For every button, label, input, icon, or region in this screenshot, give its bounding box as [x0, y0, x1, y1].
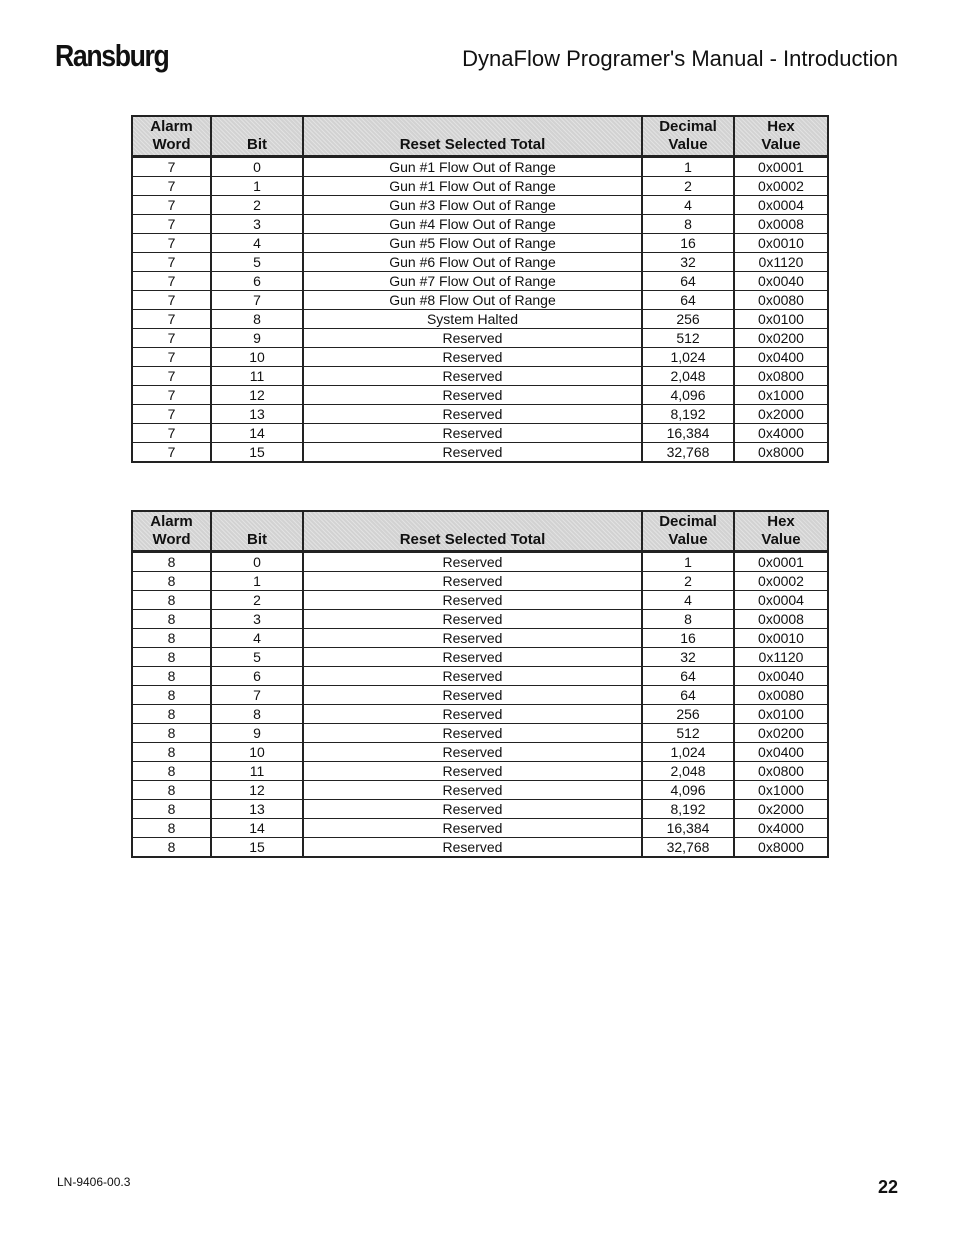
- cell-alarm-word: 8: [132, 552, 211, 572]
- cell-decimal-value: 16,384: [642, 424, 734, 443]
- alarm-word-7-table: [131, 115, 829, 463]
- cell-decimal-value: 2,048: [642, 367, 734, 386]
- cell-hex-value: 0x4000: [734, 424, 828, 443]
- header-line: Word: [152, 136, 191, 153]
- cell-hex-value: 0x0008: [734, 215, 828, 234]
- cell-bit: 7: [211, 291, 303, 310]
- table-row: [132, 648, 828, 667]
- cell-hex-value: 0x0800: [734, 762, 828, 781]
- cell-description: Reserved: [303, 386, 642, 405]
- cell-decimal-value: 16,384: [642, 819, 734, 838]
- cell-hex-value: 0x1120: [734, 253, 828, 272]
- document-number: LN-9406-00.3: [57, 1175, 131, 1189]
- cell-alarm-word: 7: [132, 443, 211, 463]
- cell-alarm-word: 7: [132, 329, 211, 348]
- cell-alarm-word: 7: [132, 348, 211, 367]
- cell-decimal-value: 1,024: [642, 743, 734, 762]
- cell-hex-value: 0x0080: [734, 291, 828, 310]
- cell-alarm-word: 8: [132, 629, 211, 648]
- cell-bit: 3: [211, 215, 303, 234]
- header-line: Decimal: [659, 118, 717, 135]
- cell-alarm-word: 8: [132, 667, 211, 686]
- cell-bit: 7: [211, 686, 303, 705]
- cell-alarm-word: 7: [132, 405, 211, 424]
- column-header-hex-value: [734, 116, 828, 157]
- cell-hex-value: 0x0100: [734, 310, 828, 329]
- column-header-decimal-value: [642, 511, 734, 552]
- cell-bit: 2: [211, 196, 303, 215]
- cell-decimal-value: 16: [642, 234, 734, 253]
- cell-alarm-word: 8: [132, 705, 211, 724]
- table-row: [132, 629, 828, 648]
- cell-decimal-value: 32,768: [642, 443, 734, 463]
- cell-decimal-value: 64: [642, 667, 734, 686]
- cell-bit: 14: [211, 819, 303, 838]
- header-line: Value: [761, 136, 801, 153]
- cell-description: Reserved: [303, 629, 642, 648]
- cell-description: Reserved: [303, 648, 642, 667]
- cell-bit: 8: [211, 705, 303, 724]
- table-row: [132, 743, 828, 762]
- cell-hex-value: 0x0800: [734, 367, 828, 386]
- table-row: [132, 234, 828, 253]
- table-row: [132, 610, 828, 629]
- cell-hex-value: 0x2000: [734, 405, 828, 424]
- cell-hex-value: 0x0400: [734, 743, 828, 762]
- cell-bit: 9: [211, 329, 303, 348]
- table-row: [132, 781, 828, 800]
- cell-decimal-value: 2: [642, 572, 734, 591]
- cell-decimal-value: 4: [642, 196, 734, 215]
- cell-hex-value: 0x1000: [734, 781, 828, 800]
- cell-hex-value: 0x0002: [734, 572, 828, 591]
- cell-bit: 3: [211, 610, 303, 629]
- cell-bit: 14: [211, 424, 303, 443]
- column-header-decimal-value: [642, 116, 734, 157]
- table-row: [132, 253, 828, 272]
- header-line: Hex: [767, 118, 795, 135]
- cell-bit: 12: [211, 386, 303, 405]
- cell-bit: 5: [211, 648, 303, 667]
- cell-description: Reserved: [303, 743, 642, 762]
- table-body: [132, 552, 828, 858]
- cell-description: Gun #1 Flow Out of Range: [303, 157, 642, 177]
- cell-description: Reserved: [303, 572, 642, 591]
- table-row: [132, 272, 828, 291]
- cell-description: Reserved: [303, 819, 642, 838]
- cell-hex-value: 0x4000: [734, 819, 828, 838]
- cell-decimal-value: 8,192: [642, 800, 734, 819]
- cell-bit: 1: [211, 177, 303, 196]
- cell-description: Reserved: [303, 424, 642, 443]
- cell-hex-value: 0x0004: [734, 591, 828, 610]
- cell-alarm-word: 7: [132, 291, 211, 310]
- cell-decimal-value: 8: [642, 610, 734, 629]
- cell-alarm-word: 8: [132, 686, 211, 705]
- cell-description: Reserved: [303, 838, 642, 858]
- cell-decimal-value: 1,024: [642, 348, 734, 367]
- cell-description: Gun #8 Flow Out of Range: [303, 291, 642, 310]
- cell-description: Reserved: [303, 348, 642, 367]
- cell-description: Reserved: [303, 405, 642, 424]
- cell-description: Reserved: [303, 552, 642, 572]
- table-row: [132, 572, 828, 591]
- cell-decimal-value: 2: [642, 177, 734, 196]
- cell-description: Gun #1 Flow Out of Range: [303, 177, 642, 196]
- cell-description: Reserved: [303, 667, 642, 686]
- cell-description: Reserved: [303, 591, 642, 610]
- table-row: [132, 177, 828, 196]
- cell-decimal-value: 8: [642, 215, 734, 234]
- cell-bit: 6: [211, 272, 303, 291]
- table-row: [132, 405, 828, 424]
- cell-bit: 10: [211, 348, 303, 367]
- cell-decimal-value: 8,192: [642, 405, 734, 424]
- cell-bit: 1: [211, 572, 303, 591]
- cell-description: Reserved: [303, 781, 642, 800]
- cell-hex-value: 0x0008: [734, 610, 828, 629]
- cell-bit: 12: [211, 781, 303, 800]
- header-line: Word: [152, 531, 191, 548]
- cell-bit: 0: [211, 157, 303, 177]
- cell-decimal-value: 4: [642, 591, 734, 610]
- alarm-word-8-table: [131, 510, 829, 858]
- cell-decimal-value: 1: [642, 552, 734, 572]
- cell-decimal-value: 32: [642, 253, 734, 272]
- cell-decimal-value: 64: [642, 686, 734, 705]
- cell-bit: 9: [211, 724, 303, 743]
- table-row: [132, 667, 828, 686]
- table-row: [132, 424, 828, 443]
- cell-alarm-word: 8: [132, 572, 211, 591]
- cell-bit: 11: [211, 367, 303, 386]
- cell-alarm-word: 7: [132, 386, 211, 405]
- table-row: [132, 552, 828, 572]
- cell-decimal-value: 512: [642, 329, 734, 348]
- cell-description: Gun #3 Flow Out of Range: [303, 196, 642, 215]
- cell-alarm-word: 8: [132, 762, 211, 781]
- table-row: [132, 215, 828, 234]
- cell-hex-value: 0x0010: [734, 234, 828, 253]
- table-row: [132, 762, 828, 781]
- cell-bit: 6: [211, 667, 303, 686]
- header-line: Alarm: [150, 118, 193, 135]
- document-title: DynaFlow Programer's Manual - Introduction: [462, 46, 898, 71]
- column-header-bit: Bit: [211, 116, 303, 157]
- header-line: Decimal: [659, 513, 717, 530]
- cell-bit: 0: [211, 552, 303, 572]
- column-header-alarm-word: [132, 511, 211, 552]
- cell-alarm-word: 7: [132, 177, 211, 196]
- table-row: [132, 686, 828, 705]
- cell-bit: 4: [211, 629, 303, 648]
- column-header-bit: Bit: [211, 511, 303, 552]
- cell-hex-value: 0x8000: [734, 838, 828, 858]
- table-row: [132, 591, 828, 610]
- cell-alarm-word: 7: [132, 424, 211, 443]
- cell-hex-value: 0x0200: [734, 724, 828, 743]
- table-row: [132, 724, 828, 743]
- cell-hex-value: 0x0040: [734, 667, 828, 686]
- cell-bit: 11: [211, 762, 303, 781]
- cell-alarm-word: 8: [132, 838, 211, 858]
- cell-alarm-word: 7: [132, 253, 211, 272]
- table-header-row: [132, 511, 828, 552]
- cell-bit: 4: [211, 234, 303, 253]
- cell-hex-value: 0x0010: [734, 629, 828, 648]
- cell-decimal-value: 64: [642, 291, 734, 310]
- cell-alarm-word: 8: [132, 819, 211, 838]
- cell-decimal-value: 4,096: [642, 386, 734, 405]
- cell-description: Reserved: [303, 705, 642, 724]
- cell-hex-value: 0x0040: [734, 272, 828, 291]
- cell-alarm-word: 8: [132, 610, 211, 629]
- cell-bit: 2: [211, 591, 303, 610]
- cell-hex-value: 0x0001: [734, 552, 828, 572]
- cell-decimal-value: 32: [642, 648, 734, 667]
- cell-description: Gun #4 Flow Out of Range: [303, 215, 642, 234]
- table-row: [132, 310, 828, 329]
- cell-description: System Halted: [303, 310, 642, 329]
- cell-alarm-word: 8: [132, 800, 211, 819]
- cell-hex-value: 0x0400: [734, 348, 828, 367]
- cell-description: Gun #5 Flow Out of Range: [303, 234, 642, 253]
- table-row: [132, 291, 828, 310]
- cell-description: Reserved: [303, 686, 642, 705]
- cell-description: Reserved: [303, 329, 642, 348]
- cell-description: Gun #6 Flow Out of Range: [303, 253, 642, 272]
- cell-alarm-word: 7: [132, 310, 211, 329]
- cell-description: Reserved: [303, 724, 642, 743]
- cell-decimal-value: 16: [642, 629, 734, 648]
- cell-alarm-word: 8: [132, 591, 211, 610]
- table-row: [132, 367, 828, 386]
- cell-hex-value: 0x0200: [734, 329, 828, 348]
- cell-alarm-word: 7: [132, 272, 211, 291]
- cell-description: Reserved: [303, 800, 642, 819]
- cell-decimal-value: 1: [642, 157, 734, 177]
- column-header-description: Reset Selected Total: [303, 511, 642, 552]
- header-line: Value: [668, 136, 708, 153]
- cell-hex-value: 0x2000: [734, 800, 828, 819]
- cell-alarm-word: 8: [132, 781, 211, 800]
- cell-alarm-word: 8: [132, 724, 211, 743]
- cell-hex-value: 0x0002: [734, 177, 828, 196]
- cell-decimal-value: 4,096: [642, 781, 734, 800]
- header-line: Value: [668, 531, 708, 548]
- table-body: [132, 157, 828, 463]
- cell-alarm-word: 7: [132, 196, 211, 215]
- table-row: [132, 157, 828, 177]
- brand-logo: Ransburg: [55, 38, 169, 73]
- table-row: [132, 329, 828, 348]
- cell-decimal-value: 512: [642, 724, 734, 743]
- cell-bit: 13: [211, 405, 303, 424]
- table-row: [132, 819, 828, 838]
- column-header-hex-value: [734, 511, 828, 552]
- cell-bit: 10: [211, 743, 303, 762]
- cell-description: Reserved: [303, 610, 642, 629]
- cell-hex-value: 0x8000: [734, 443, 828, 463]
- cell-decimal-value: 64: [642, 272, 734, 291]
- cell-decimal-value: 32,768: [642, 838, 734, 858]
- table-row: [132, 800, 828, 819]
- page-number: 22: [877, 1177, 898, 1197]
- table-row: [132, 443, 828, 463]
- cell-description: Reserved: [303, 762, 642, 781]
- header-line: Hex: [767, 513, 795, 530]
- cell-decimal-value: 256: [642, 705, 734, 724]
- table-row: [132, 196, 828, 215]
- cell-bit: 15: [211, 838, 303, 858]
- cell-hex-value: 0x0004: [734, 196, 828, 215]
- cell-alarm-word: 7: [132, 157, 211, 177]
- table-header-row: [132, 116, 828, 157]
- cell-alarm-word: 8: [132, 648, 211, 667]
- header-line: Value: [761, 531, 801, 548]
- table-row: [132, 705, 828, 724]
- cell-bit: 5: [211, 253, 303, 272]
- column-header-alarm-word: [132, 116, 211, 157]
- cell-alarm-word: 7: [132, 215, 211, 234]
- cell-hex-value: 0x0001: [734, 157, 828, 177]
- cell-decimal-value: 256: [642, 310, 734, 329]
- cell-alarm-word: 7: [132, 367, 211, 386]
- cell-bit: 8: [211, 310, 303, 329]
- cell-hex-value: 0x1120: [734, 648, 828, 667]
- cell-hex-value: 0x0080: [734, 686, 828, 705]
- cell-description: Reserved: [303, 367, 642, 386]
- cell-alarm-word: 7: [132, 234, 211, 253]
- cell-description: Reserved: [303, 443, 642, 463]
- cell-description: Gun #7 Flow Out of Range: [303, 272, 642, 291]
- column-header-description: Reset Selected Total: [303, 116, 642, 157]
- cell-bit: 15: [211, 443, 303, 463]
- cell-hex-value: 0x0100: [734, 705, 828, 724]
- table-row: [132, 348, 828, 367]
- table-row: [132, 838, 828, 858]
- table-row: [132, 386, 828, 405]
- cell-bit: 13: [211, 800, 303, 819]
- header-line: Alarm: [150, 513, 193, 530]
- cell-hex-value: 0x1000: [734, 386, 828, 405]
- cell-decimal-value: 2,048: [642, 762, 734, 781]
- cell-alarm-word: 8: [132, 743, 211, 762]
